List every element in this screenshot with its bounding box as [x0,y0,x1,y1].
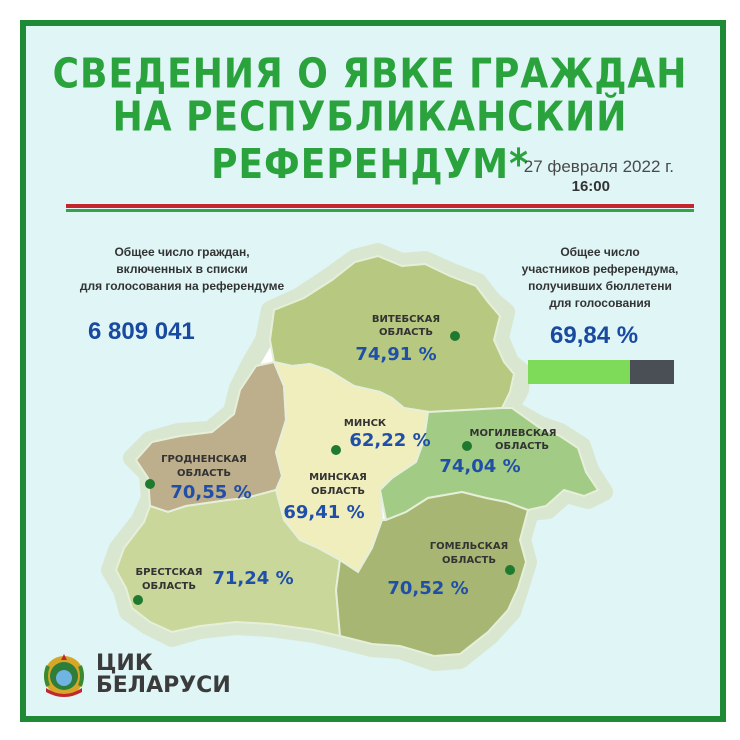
city-dot-minsk [331,445,341,455]
gomel-name-2: ОБЛАСТЬ [442,555,496,566]
brest-name-2: ОБЛАСТЬ [142,581,196,592]
total-citizens-value: 6 809 041 [88,318,195,345]
mogilev-name-1: МОГИЛЕВСКАЯ [469,428,557,439]
mogilev-name-2: ОБЛАСТЬ [495,441,549,452]
total-label-line-3: для голосования на референдуме [79,279,285,293]
minsk-oblast-name-2: ОБЛАСТЬ [311,486,365,497]
turnout-label-line-2: участников референдума, [521,262,679,276]
title-line-2: НА РЕСПУБЛИКАНСКИЙ РЕФЕРЕНДУМ* [112,93,628,189]
gomel-name-1: ГОМЕЛЬСКАЯ [429,541,509,552]
city-dot-brest [133,595,143,605]
city-dot-vitebsk [450,331,460,341]
brest-name-1: БРЕСТСКАЯ [135,567,203,578]
minsk-oblast-turnout: 69,41 % [283,502,365,523]
turnout-label-line-4: для голосования [549,296,651,310]
brest-turnout: 71,24 % [212,568,294,589]
logo-line-1: ЦИК [96,651,153,676]
title-line-1: СВЕДЕНИЯ О ЯВКЕ ГРАЖДАН [52,50,688,99]
mogilev-turnout: 74,04 % [439,456,521,477]
grodno-turnout: 70,55 % [170,482,252,503]
minsk-city-name: МИНСК [343,418,387,429]
city-dot-grodno [145,479,155,489]
turnout-progress-fill [528,360,630,384]
turnout-value: 69,84 % [550,322,639,349]
minsk-city-turnout: 62,22 % [349,430,431,451]
total-label-line-1: Общее число граждан, [114,245,250,259]
belarus-emblem-icon [38,648,90,700]
logo-line-2: БЕЛАРУСИ [96,673,231,698]
city-dot-gomel [505,565,515,575]
grodno-name-1: ГРОДНЕНСКАЯ [161,454,247,465]
grodno-name-2: ОБЛАСТЬ [177,468,231,479]
turnout-label-line-3: получивших бюллетени [528,279,672,293]
vitebsk-name-1: ВИТЕБСКАЯ [371,314,441,325]
vitebsk-turnout: 74,91 % [355,344,437,365]
report-date: 27 февраля 2022 г. [523,157,674,176]
gomel-turnout: 70,52 % [387,578,469,599]
turnout-label [500,244,700,312]
total-citizens-label [52,244,312,295]
vitebsk-name-2: ОБЛАСТЬ [379,327,433,338]
turnout-progress-bar [528,360,674,384]
total-label-line-2: включенных в списки [116,262,248,276]
report-time: 16:00 [571,178,610,195]
city-dot-mogilev [462,441,472,451]
turnout-label-line-1: Общее число [560,245,640,259]
minsk-oblast-name-1: МИНСКАЯ [309,472,367,483]
